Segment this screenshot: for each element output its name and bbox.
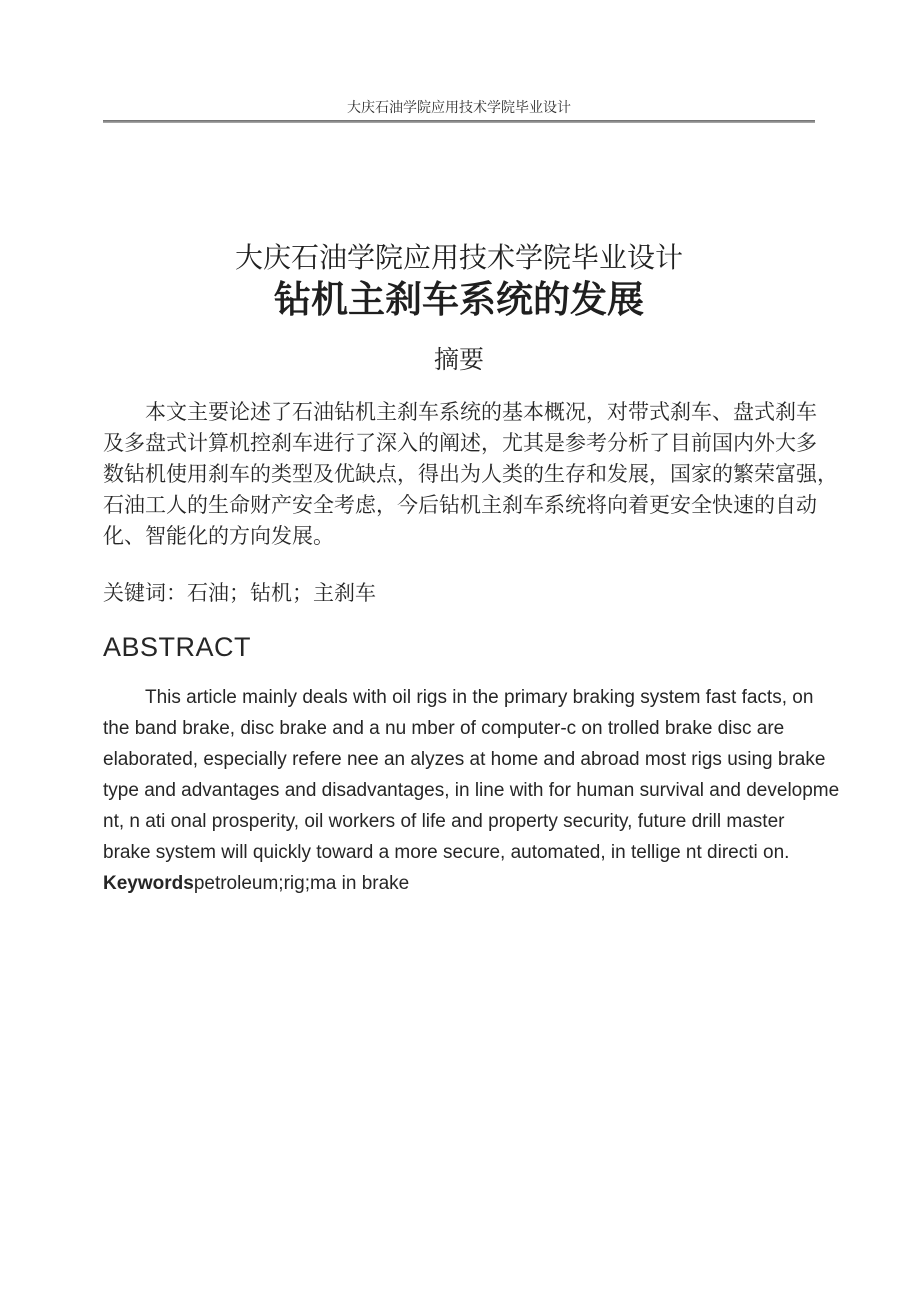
page-content [103, 240, 845, 899]
abstract-en-paragraph [103, 682, 845, 899]
abstract-cn-heading: 摘要 [433, 346, 484, 374]
text-line: 及多盘式计算机控刹车进行了深入的阐述，尤其是参考分析了目前国内外大多 [103, 432, 817, 455]
doc-title-line2: 钻机主刹车系统的发展 [274, 279, 644, 320]
text-line: elaborated, especially refere nee an alyzes at home and abroad most rigs using brake [103, 749, 826, 770]
header-divider [103, 120, 815, 123]
keywords-en-text: petroleum;rig;ma in brake [193, 873, 410, 894]
keywords-en-label: Keywords [103, 873, 194, 894]
text-line: This article mainly deals with oil rigs in the primary braking system fast facts, on [145, 687, 814, 708]
text-line: type and advantages and disadvantages, in line with for human survival and developme [103, 780, 840, 801]
abstract-en-heading: ABSTRACT [103, 632, 252, 662]
header-title: 大庆石油学院应用技术学院毕业设计 [347, 99, 571, 115]
text-line: 本文主要论述了石油钻机主刹车系统的基本概况，对带式刹车、盘式刹车 [145, 401, 817, 424]
doc-title-line1: 大庆石油学院应用技术学院毕业设计 [234, 242, 683, 273]
text-line: the band brake, disc brake and a nu mber of computer-c on trolled brake disc are [103, 718, 785, 739]
text-line: brake system will quickly toward a more secure, automated, in tellige nt directi on. [103, 842, 790, 863]
page-header [103, 0, 815, 123]
keywords-cn: 关键词：石油；钻机；主刹车 [103, 582, 376, 605]
text-line: 数钻机使用刹车的类型及优缺点，得出为人类的生存和发展，国家的繁荣富强， [103, 463, 838, 486]
text-line: 石油工人的生命财产安全考虑，今后钻机主刹车系统将向着更安全快速的自动 [103, 494, 817, 517]
text-line: 化、智能化的方向发展。 [103, 525, 334, 548]
text-line: nt, n ati onal prosperity, oil workers of life and property security, future drill master [103, 811, 785, 832]
abstract-cn-paragraph [103, 397, 845, 552]
keywords-en-line [103, 868, 845, 899]
